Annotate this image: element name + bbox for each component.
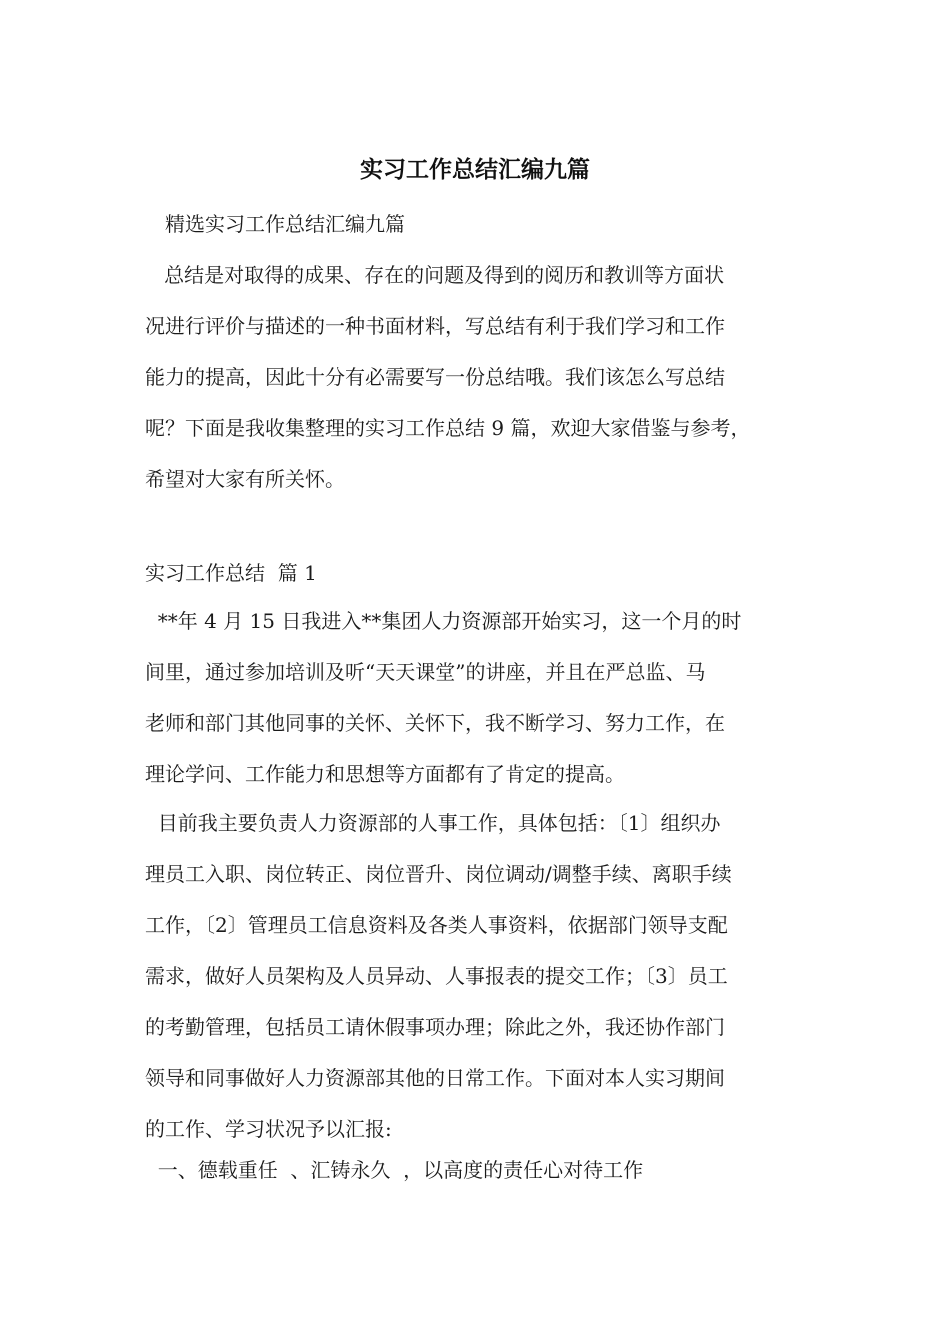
paragraph-line: 的考勤管理，包括员工请休假事项办理；除此之外，我还协作部门 <box>145 1015 725 1039</box>
intro-line: 希望对大家有所关怀。 <box>145 467 345 491</box>
section-heading: 实习工作总结 篇 1 <box>145 561 317 585</box>
document-title: 实习工作总结汇编九篇 <box>360 157 590 183</box>
paragraph-line: 工作，〔2〕管理员工信息资料及各类人事资料，依据部门领导支配 <box>145 913 728 937</box>
subtitle-text: 精选实习工作总结汇编九篇 <box>165 212 405 236</box>
subheading-1: 一、德载重任 、汇铸永久 ，以高度的责任心对待工作 <box>145 1158 644 1182</box>
intro-line: 况进行评价与描述的一种书面材料，写总结有利于我们学习和工作 <box>145 314 725 338</box>
paragraph-2 <box>145 798 835 1155</box>
document-subtitle <box>145 204 835 244</box>
paragraph-1 <box>145 596 835 800</box>
paragraph-line: 理论学问、工作能力和思想等方面都有了肯定的提高。 <box>145 762 625 786</box>
paragraph-line: 领导和同事做好人力资源部其他的日常工作。下面对本人实习期间 <box>145 1066 725 1090</box>
intro-paragraph <box>145 250 835 505</box>
paragraph-line: 理员工入职、岗位转正、岗位晋升、岗位调动/调整手续、离职手续 <box>145 862 732 886</box>
paragraph-line: 需求，做好人员架构及人员异动、人事报表的提交工作；〔3〕员工 <box>145 964 728 988</box>
paragraph-line: 间里，通过参加培训及听“天天课堂”的讲座，并且在严总监、马 <box>145 660 706 684</box>
paragraph-line: **年 4 月 15 日我进入**集团人力资源部开始实习，这一个月的时 <box>145 609 742 633</box>
intro-line: 能力的提高，因此十分有必需要写一份总结哦。我们该怎么写总结 <box>145 365 725 389</box>
paragraph-line: 目前我主要负责人力资源部的人事工作，具体包括：〔1〕组织办 <box>145 811 721 835</box>
intro-line: 总结是对取得的成果、存在的问题及得到的阅历和教训等方面状 <box>145 263 725 287</box>
intro-line: 呢？下面是我收集整理的实习工作总结 9 篇，欢迎大家借鉴与参考， <box>145 416 751 440</box>
paragraph-line: 的工作、学习状况予以汇报: <box>145 1117 392 1141</box>
paragraph-line: 老师和部门其他同事的关怀、关怀下，我不断学习、努力工作，在 <box>145 711 725 735</box>
